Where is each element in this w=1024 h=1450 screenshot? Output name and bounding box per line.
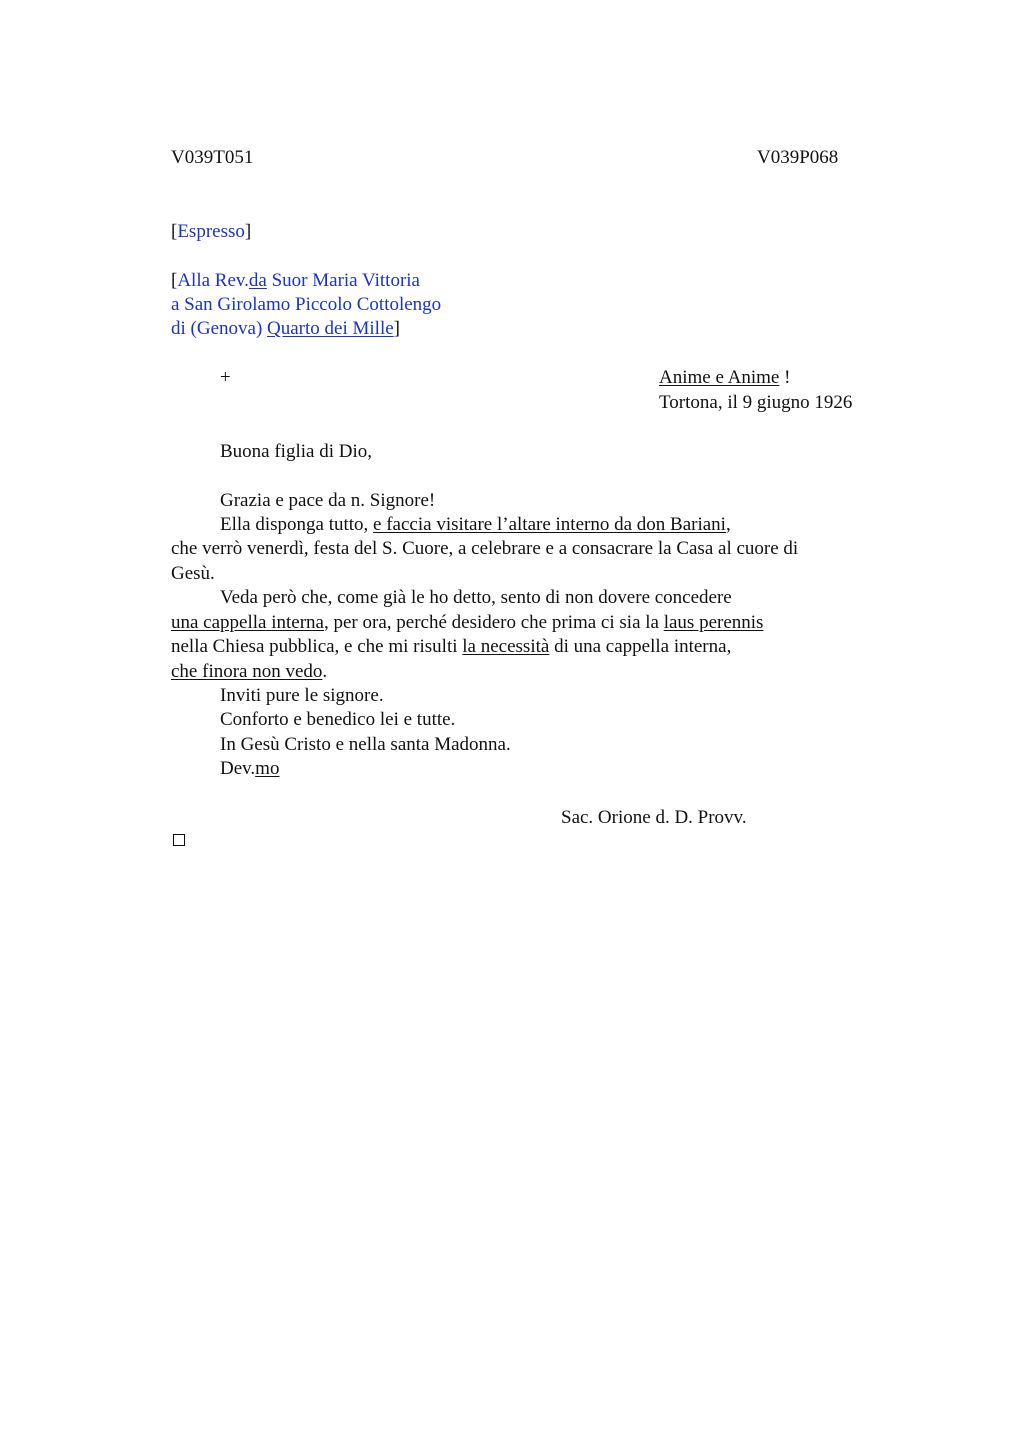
delivery-note: [Espresso] [171,221,252,242]
body-line: che verrò venerdì, festa del S. Cuore, a celebrare e a consacrare la Casa al cuore di [171,538,799,559]
document-code-left: V039T051 [171,147,254,168]
date-line: Tortona, il 9 giugno 1926 [659,392,853,413]
body-line: Inviti pure le signore. [220,685,384,706]
body-line: In Gesù Cristo e nella santa Madonna. [220,734,511,755]
body-line: che finora non vedo. [171,661,328,682]
salutation: Buona figlia di Dio, [220,441,372,462]
address-line-3: di (Genova) Quarto dei Mille] [171,318,400,339]
body-line: Ella disponga tutto, e faccia visitare l’altare interno da don Bariani, [220,514,731,535]
cross-mark: + [220,367,231,388]
document-code-right: V039P068 [757,147,839,168]
address-line-1: [Alla Rev.da Suor Maria Vittoria [171,270,420,291]
body-line: Conforto e benedico lei e tutte. [220,709,456,730]
body-line: una cappella interna, per ora, perché desidero che prima ci sia la laus perennis [171,612,764,633]
address-line-2: a San Girolamo Piccolo Cottolengo [171,294,442,315]
motto: Anime e Anime ! [659,367,791,388]
signature: Sac. Orione d. D. Provv. [561,807,747,828]
body-line: Dev.mo [220,758,280,779]
body-line: nella Chiesa pubblica, e che mi risulti la necessità di una cappella interna, [171,636,732,657]
body-line: Veda però che, come già le ho detto, sento di non dovere concedere [220,587,732,608]
square-icon [173,834,185,846]
body-line: Grazia e pace da n. Signore! [220,490,436,511]
body-line: Gesù. [171,563,215,584]
